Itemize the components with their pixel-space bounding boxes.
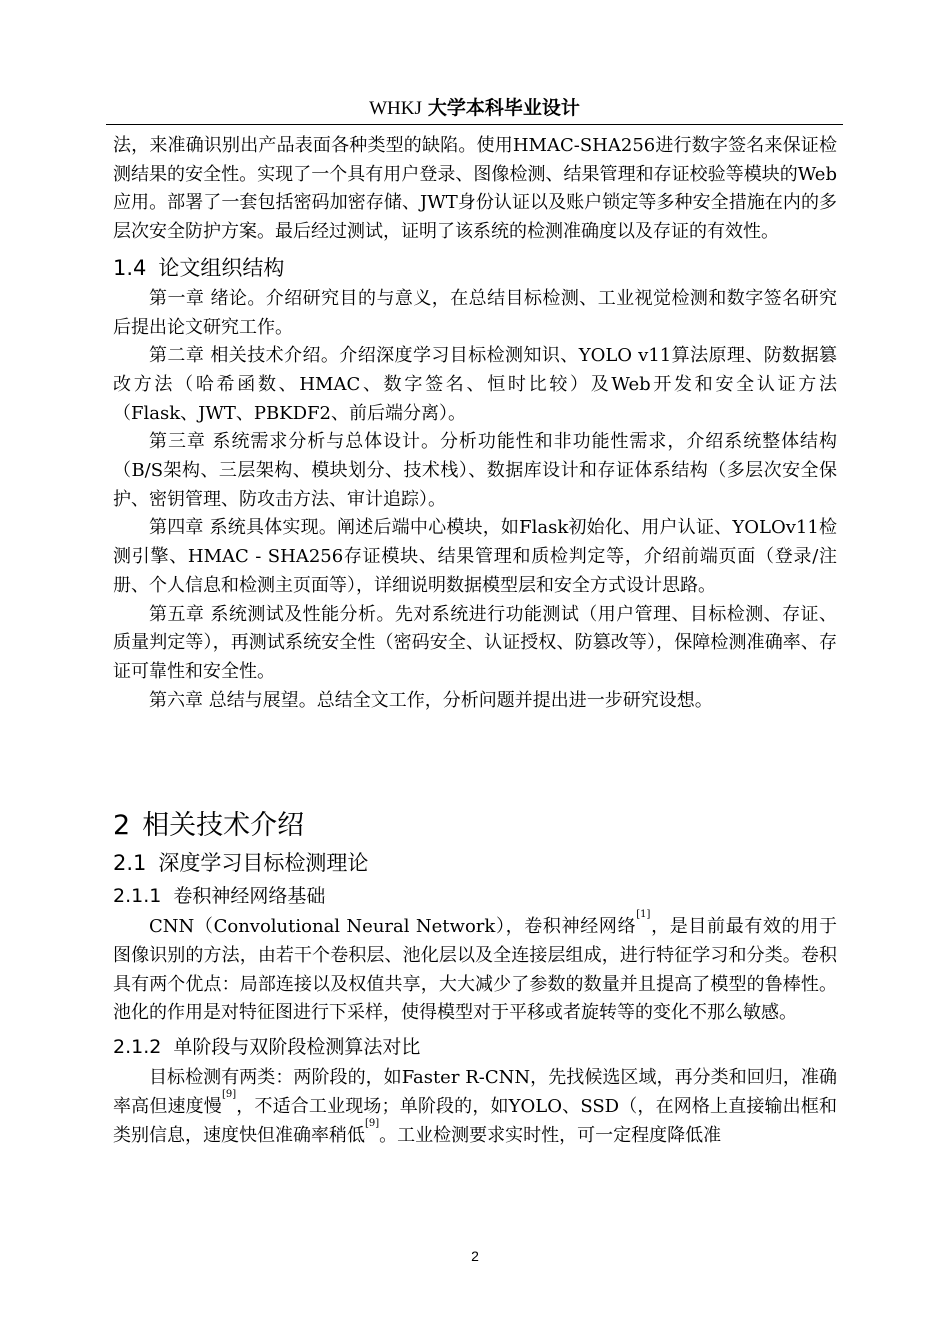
chapter-summary-2: 第二章 相关技术介绍。介绍深度学习目标检测知识、YOLO v11算法原理、防数据篡改方法（哈希函数、HMAC、数字签名、恒时比较）及Web开发和安全认证方法（Flask、JWT、PBKDF2、前后端分离）。 xyxy=(113,345,837,424)
chapter-summary-5: 第五章 系统测试及性能分析。先对系统进行功能测试（用户管理、目标检测、存证、质量判定等），再测试系统安全性（密码安全、认证授权、防篡改等），保障检测准确率、存证可靠性和安全性。 xyxy=(113,603,837,682)
citation-ref: [1] xyxy=(636,909,651,921)
page-body xyxy=(113,132,837,1150)
chapter-summary-4: 第四章 系统具体实现。阐述后端中心模块，如Flask初始化、用户认证、YOLOv11检测引擎、HMAC - SHA256存证模块、结果管理和质检判定等，介绍前端页面（登录/注册、个人信息和检测主页面等），详细说明数据模型层和安全方式设计思路。 xyxy=(113,517,837,596)
running-header xyxy=(106,94,843,123)
chapter-summary-1: 第一章 绪论。介绍研究目的与意义，在总结目标检测、工业视觉检测和数字签名研究后提出论文研究工作。 xyxy=(113,287,837,338)
subsection-heading-2-1-1: 2.1.1 卷积神经网络基础 xyxy=(113,885,326,908)
section-heading-1-4: 1.4 论文组织结构 xyxy=(113,255,285,280)
cnn-paragraph: CNN（Convolutional Neural Network），卷积神经网络[1]，是目前最有效的用于图像识别的方法，由若干个卷积层、池化层以及全连接层组成，进行特征学习和分类。卷积具有两个优点：局部连接以及权值共享，大大减少了参数的数量并且提高了模型的鲁棒性。池化的作用是对特征图进行下采样，使得模型对于平移或者旋转等的变化不那么敏感。 xyxy=(113,909,837,1024)
chapter-summary-6: 第六章 总结与展望。总结全文工作，分析问题并提出进一步研究设想。 xyxy=(149,689,713,711)
header-rule xyxy=(106,124,843,125)
paragraph-continuation: 法，来准确识别出产品表面各种类型的缺陷。使用HMAC-SHA256进行数字签名来保证检测结果的安全性。实现了一个具有用户登录、图像检测、结果管理和存证校验等模块的Web应用。部署了一套包括密码加密存储、JWT身份认证以及账户锁定等多种安全措施在内的多层次安全防护方案。最后经过测试，证明了该系统的检测准确度以及存证的有效性。 xyxy=(113,135,837,243)
chapter-summary-3: 第三章 系统需求分析与总体设计。分析功能性和非功能性需求，介绍系统整体结构（B/S架构、三层架构、模块划分、技术栈）、数据库设计和存证体系结构（多层次安全保护、密钥管理、防攻击方法、审计追踪）。 xyxy=(113,431,837,510)
citation-ref: [9] xyxy=(365,1117,380,1129)
citation-ref: [9] xyxy=(221,1088,237,1100)
chapter-heading-2: 2 相关技术介绍 xyxy=(113,810,305,842)
detection-paragraph: 目标检测有两类：两阶段的，如Faster R-CNN，先找候选区域，再分类和回归，准确率高但速度慢[9]，不适合工业现场；单阶段的，如YOLO、SSD（，在网格上直接输出框和类别信息，速度快但准确率稍低[9]。工业检测要求实时性，可一定程度降低准 xyxy=(113,1067,838,1146)
subsection-heading-2-1-2: 2.1.2 单阶段与双阶段检测算法对比 xyxy=(113,1036,421,1059)
header-right: 大学本科毕业设计 xyxy=(427,97,580,119)
section-heading-2-1: 2.1 深度学习目标检测理论 xyxy=(113,851,369,876)
header-left: WHKJ xyxy=(369,98,422,119)
page-number: 2 xyxy=(471,1248,479,1264)
